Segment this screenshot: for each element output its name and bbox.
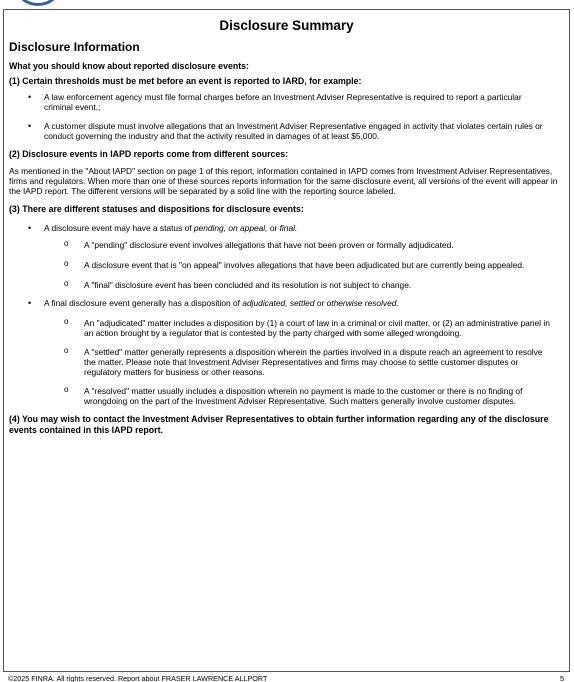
- list-item: [28, 298, 551, 406]
- list-item: o A "final" disclosure event has been concluded and its resolution is not subject to change.: [64, 280, 551, 290]
- finra-logo: [16, 0, 60, 6]
- list-item: o A "resolved" matter usually includes a disposition wherein no payment is made to the customer or there is no finding of wrongdoing on the part of the Investment Adviser Representative. Such matters generally involve customer disputes.: [64, 386, 551, 406]
- threshold-list: [28, 92, 569, 141]
- status-final: final.: [279, 223, 298, 233]
- list-item: o A "settled" matter generally represents a disposition wherein the parties involved in a dispute reach an agreement to resolve the matter. Please note that Investment Adviser Representatives and firms may choose to settle customer disputes or regulatory matters for business or other reasons.: [64, 347, 551, 377]
- statuses-heading: (3) There are different statuses and dispositions for disclosure events:: [9, 204, 304, 214]
- sources-heading: (2) Disclosure events in IAPD reports come from different sources:: [9, 149, 289, 159]
- status-terms: pending, on appeal,: [193, 223, 268, 233]
- page-title: Disclosure Summary: [219, 18, 354, 33]
- page-number: 5: [560, 674, 564, 682]
- section-title: Disclosure Information: [9, 40, 140, 54]
- page-footer: [8, 674, 564, 682]
- status-sublist: [64, 240, 551, 290]
- disp-intro: A final disclosure event generally has a disposition of: [44, 298, 243, 308]
- list-item: o An "adjudicated" matter includes a disposition by (1) a court of law in a criminal or civil matter, or (2) an administrative panel in an action brought by a regulator that is contested by the party charged with some alleged wrongdoing.: [64, 318, 551, 338]
- list-item: [28, 223, 551, 290]
- disp-or: or: [314, 298, 327, 308]
- list-item: o A "pending" disclosure event involves allegations that have not been proven or formally adjudicated.: [64, 240, 551, 250]
- disposition-sublist: [64, 318, 551, 406]
- status-list: [28, 223, 569, 406]
- status-intro: A disclosure event may have a status of: [44, 223, 194, 233]
- list-item: • A customer dispute must involve allegations that an Investment Adviser Representative engaged in activity that violates certain rules or conduct governing the industry and that the activity resulted in damages of at least $5,000.: [28, 121, 551, 141]
- threshold-heading: (1) Certain thresholds must be met before an event is reported to IARD, for example:: [9, 76, 362, 86]
- list-item: o A disclosure event that is "on appeal" involves allegations that have been adjudicated but are currently being appealed.: [64, 260, 551, 270]
- disp-last: otherwise resolved.: [326, 298, 399, 308]
- intro-question: What you should know about reported disclosure events:: [9, 61, 249, 71]
- sources-paragraph: As mentioned in the "About IAPD" section on page 1 of this report, information contained in IAPD comes from Investment Adviser Representatives, firms and regulators. When more than one of these sources reports information for the same disclosure event, all versions of the event will appear in the IAPD report. The different versions will be separated by a solid line with the reporting source labeled.: [9, 166, 558, 196]
- status-or: or: [267, 223, 280, 233]
- report-page: [3, 9, 570, 672]
- copyright-text: ©2025 FINRA. All rights reserved. Report about FRASER LAWRENCE ALLPORT: [8, 674, 268, 682]
- contact-heading: (4) You may wish to contact the Investment Adviser Representatives to obtain further information regarding any of the disclosure events contained in this IAPD report.: [9, 414, 549, 435]
- disp-terms: adjudicated, settled: [242, 298, 315, 308]
- list-item: • A law enforcement agency must file formal charges before an Investment Adviser Representative is required to report a particular criminal event.;: [28, 92, 551, 112]
